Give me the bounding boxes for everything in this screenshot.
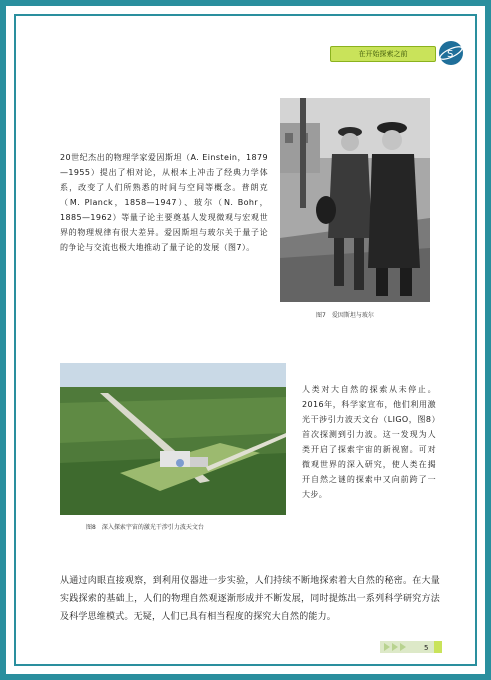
page-frame-bottom: [0, 674, 491, 680]
section-tag: 在开始探索之前: [330, 46, 436, 62]
paragraph-relativity: 20世纪杰出的物理学家爱因斯坦（A. Einstein，1879—1955）提出了相对论，从根本上冲击了经典力学体系，改变了人们所熟悉的时间与空间等概念。普朗克（M. Planck，1858—1947）、玻尔（N. Bohr，1885—1962）等量子论主要奠基人发现微观与宏观世界的物理规律有很大差异。爱因斯坦与玻尔关于量子论的争论与交流也极大地推动了量子论的发展（图7）。: [60, 153, 268, 252]
footer-arrow-bar-icon: [380, 641, 442, 653]
publisher-logo-icon: [438, 40, 464, 66]
paragraph-conclusion: 从通过肉眼直接观察，到利用仪器进一步实验，人们持续不断地探索着大自然的秘密。在大量实践探索的基础上，人们的物理自然观逐渐形成并不断发展，同时提炼出一系列科学研究方法及科学思维模式。无疑，人们已具有相当程度的探究大自然的能力。: [60, 576, 440, 622]
page-inner-frame-right: [475, 14, 477, 666]
page-inner-frame-left: [14, 14, 16, 666]
page-frame-right: [485, 0, 491, 680]
einstein-bohr-photo: [280, 98, 430, 302]
figure-8-caption: 图8 深入探索宇宙的激光干涉引力波天文台: [86, 524, 204, 531]
page-frame-top: [0, 0, 491, 6]
figure-7-caption: 图7 爱因斯坦与玻尔: [316, 312, 374, 319]
page-frame-left: [0, 0, 6, 680]
ligo-observatory-photo: [60, 363, 286, 515]
page-number: 5: [424, 644, 429, 652]
page-inner-frame-bottom: [14, 664, 477, 666]
paragraph-gravitational-waves: 人类对大自然的探索从未停止。2016年，科学家宣布，他们利用激光干涉引力波天文台（LIGO，图8）首次探测到引力波。这一发现为人类开启了探索宇宙的新视窗。可对微观世界的深入研究，使人类在揭开自然之谜的探索中又向前跨了一大步。: [302, 385, 436, 499]
svg-text:S: S: [447, 49, 454, 60]
page-inner-frame-top: [14, 14, 477, 16]
